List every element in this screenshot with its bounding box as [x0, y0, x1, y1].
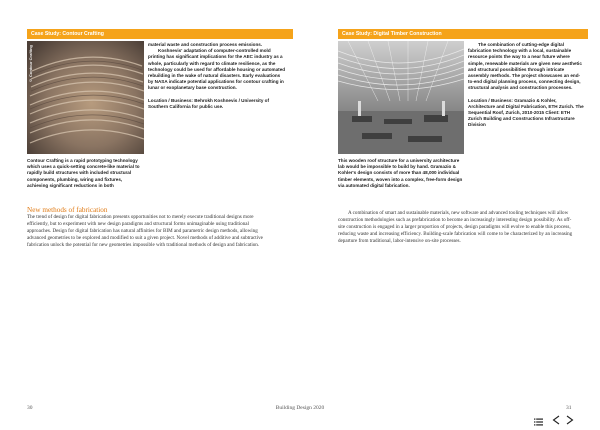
chevron-left-icon[interactable]: [552, 410, 560, 420]
photo-caption-right: This wooden roof structure for a university architecture lab would be impossible to build by hand. Gramazio & Kohler's design consists of more than 48,000 individual timber elements, woven into a complex, free-form design via automated digital fabrication.: [338, 158, 463, 188]
case-study-header-right: Case Study: Digital Timber Construction: [338, 29, 588, 39]
running-title: Building Design 2020: [275, 405, 325, 411]
section-body-right: A combination of smart and sustainable materials, new software and advanced tooling techniques will allow construction methodologies such as prefabrication to become an increasingly interesting design possibility. As off-site construction is engaged in a larger proportion of projects, design paradigms will evolve to enable this process, reducing waste and increasing efficiency. Building-scale fabrication will come to be characterized by an increasing departure from traditional, labor-intensive on-site processes.: [338, 210, 573, 245]
case-study-text-right: [468, 42, 584, 129]
chevron-right-icon[interactable]: [566, 410, 574, 420]
case-paragraph-right-1: The combination of cutting-edge digital fabrication technology with a local, sustainable resource points the way to a near future where simple, renewable materials are given new aesthetic and structural possibilities through intricate assembly methods. The project showcases an end-to-end digital planning process, connecting design, structural analysis and construction processes.: [468, 42, 582, 91]
page-number-left: 30: [27, 405, 33, 411]
case-location: Location / Business: Behrokh Koshnevis / University of Southern California for public use.: [148, 97, 269, 109]
timber-roof-photo: [338, 41, 464, 154]
case-paragraph-2: Koshnevis' adaptation of computer-controlled mold printing has significant implications for the AEC industry as a whole, particularly with regard to climate resilience, as the technology could be used for affordable housing or automated rebuilding in the wake of natural disasters. Early evaluations by NASA indicate potential applications for contour crafting in lunar or exoplanetary base construction.: [148, 48, 286, 91]
list-menu-icon[interactable]: [534, 411, 543, 419]
case-study-header: Case Study: Contour Crafting: [27, 29, 293, 39]
case-location-right: Location / Business: Gramazio & Kohler, Architecture and Digital Fabrication, ETH Zurich. The Sequential Roof, Zurich, 2010-2015 Client: ETH Zurich Building and Constructions Infrastructure Division: [468, 97, 584, 128]
photo-credit: © Contour Crafting: [28, 45, 33, 84]
section-body: The trend of design for digital fabrication presents opportunities not to merely execute traditional designs more efficiently, but to experiment with new design paradigms and structural forms unimaginable using traditional approaches. Design for digital fabrication has natural affinities for BIM and parametric design methods, allowing advanced geometries to be explored and modified to suit a given project. Novel methods of additive and subtractive fabrication unlock the potential for new geometries impossible with traditional methods of design and fabrication.: [27, 214, 263, 249]
section-title: New methods of fabrication: [27, 206, 108, 214]
photo-caption: Contour Crafting is a rapid prototyping technology which uses a quick-setting concrete-like material to rapidly build structures with included structural components, plumbing, wiring and fixtures, achieving significant reductions in both: [27, 158, 140, 188]
case-paragraph-1: material waste and construction process emissions.: [148, 42, 263, 47]
timber-roof-image: [338, 41, 464, 154]
page-number-right: 31: [566, 405, 572, 411]
